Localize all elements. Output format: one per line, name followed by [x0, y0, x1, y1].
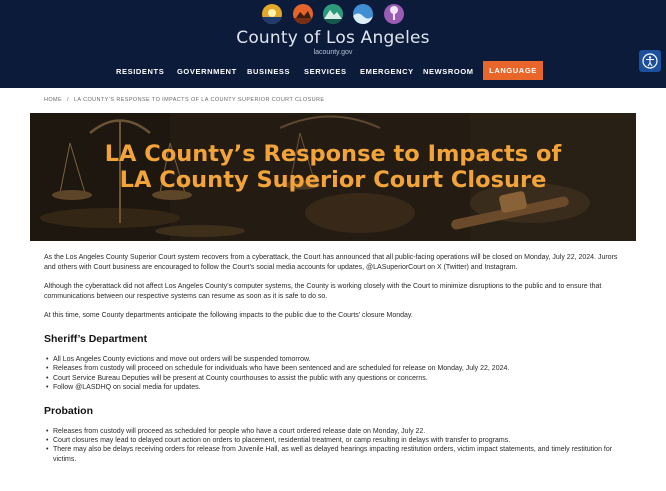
- nav-government[interactable]: GOVERNMENT: [177, 67, 237, 76]
- breadcrumb-separator: /: [67, 97, 69, 103]
- list-item: • All Los Angeles County evictions and move out orders will be suspended tomorrow.: [44, 355, 624, 364]
- list-item: • Court Service Bureau Deputies will be present at County courthouses to assist the public with any questions or concerns.: [44, 374, 624, 383]
- page-title-line-1: LA County’s Response to Impacts of: [104, 141, 562, 167]
- cyberattack-paragraph: Although the cyberattack did not affect Los Angeles County’s computer systems, the County is working closely with the Court to minimize disruptions to the public and to ensure that communications between our respective systems can resume as soon as it is safe to do so.: [44, 283, 602, 300]
- list-item: • There may also be delays receiving orders for release from Juvenile Hall, as well as delayed hearings impacting restitution orders, victim impact statements, and timely restitution for victims.: [44, 445, 624, 464]
- seal-icon-sun: [262, 4, 282, 24]
- probation-bullet-list: [44, 427, 624, 465]
- accessibility-button[interactable]: [639, 50, 661, 72]
- impacts-paragraph: At this time, some County departments anticipate the following impacts to the public due to the Courts’ closure Monday.: [44, 312, 413, 319]
- seal-icon-mountains: [323, 4, 343, 24]
- list-item: • Follow @LASDHQ on social media for updates.: [44, 383, 624, 392]
- main-nav: [0, 61, 666, 83]
- sheriff-bullet-list: [44, 355, 624, 393]
- list-item: • Releases from custody will proceed as scheduled for people who have a court ordered release date on Monday, July 22.: [44, 427, 624, 436]
- hero-banner: [30, 113, 636, 241]
- list-item: • Releases from custody will proceed on schedule for individuals who have been sentenced and are scheduled for release on Monday, July 22, 2024.: [44, 364, 624, 373]
- article-body: [44, 253, 624, 476]
- seal-icon-sunset: [293, 4, 313, 24]
- breadcrumb-home[interactable]: HOME: [44, 97, 63, 103]
- list-item: • Court closures may lead to delayed court action on orders to placement, residential treatment, or camp resulting in delays with transfer to programs.: [44, 436, 624, 445]
- page-title-line-2: LA County Superior Court Closure: [119, 167, 547, 193]
- nav-services[interactable]: SERVICES: [304, 67, 347, 76]
- county-logo-seals[interactable]: [0, 4, 666, 30]
- page-title: [30, 141, 636, 193]
- seal-icon-tree: [384, 4, 404, 24]
- accessibility-icon: [639, 50, 661, 72]
- county-wordmark[interactable]: County of Los Angeles: [236, 28, 430, 48]
- county-domain: lacounty.gov: [313, 49, 353, 56]
- nav-newsroom[interactable]: NEWSROOM: [423, 67, 474, 76]
- seal-icon-wave: [353, 4, 373, 24]
- nav-business[interactable]: BUSINESS: [247, 67, 291, 76]
- nav-residents[interactable]: RESIDENTS: [116, 67, 165, 76]
- intro-paragraph: As the Los Angeles County Superior Court system recovers from a cyberattack, the Court has announced that all public-facing operations will be closed on Monday, July 22, 2024. Jurors and others with Court business are encouraged to follow the Court’s social media accounts for updates, @LASuperiorCourt on X (Twitter) and Instagram.: [44, 254, 618, 271]
- language-button[interactable]: LANGUAGE: [483, 61, 543, 80]
- breadcrumb: [44, 97, 327, 103]
- section-heading-sheriff: Sheriff’s Department: [44, 333, 148, 345]
- nav-emergency[interactable]: EMERGENCY: [360, 67, 414, 76]
- section-heading-probation: Probation: [44, 404, 93, 417]
- breadcrumb-current: LA COUNTY’S RESPONSE TO IMPACTS OF LA COUNTY SUPERIOR COURT CLOSURE: [73, 97, 325, 103]
